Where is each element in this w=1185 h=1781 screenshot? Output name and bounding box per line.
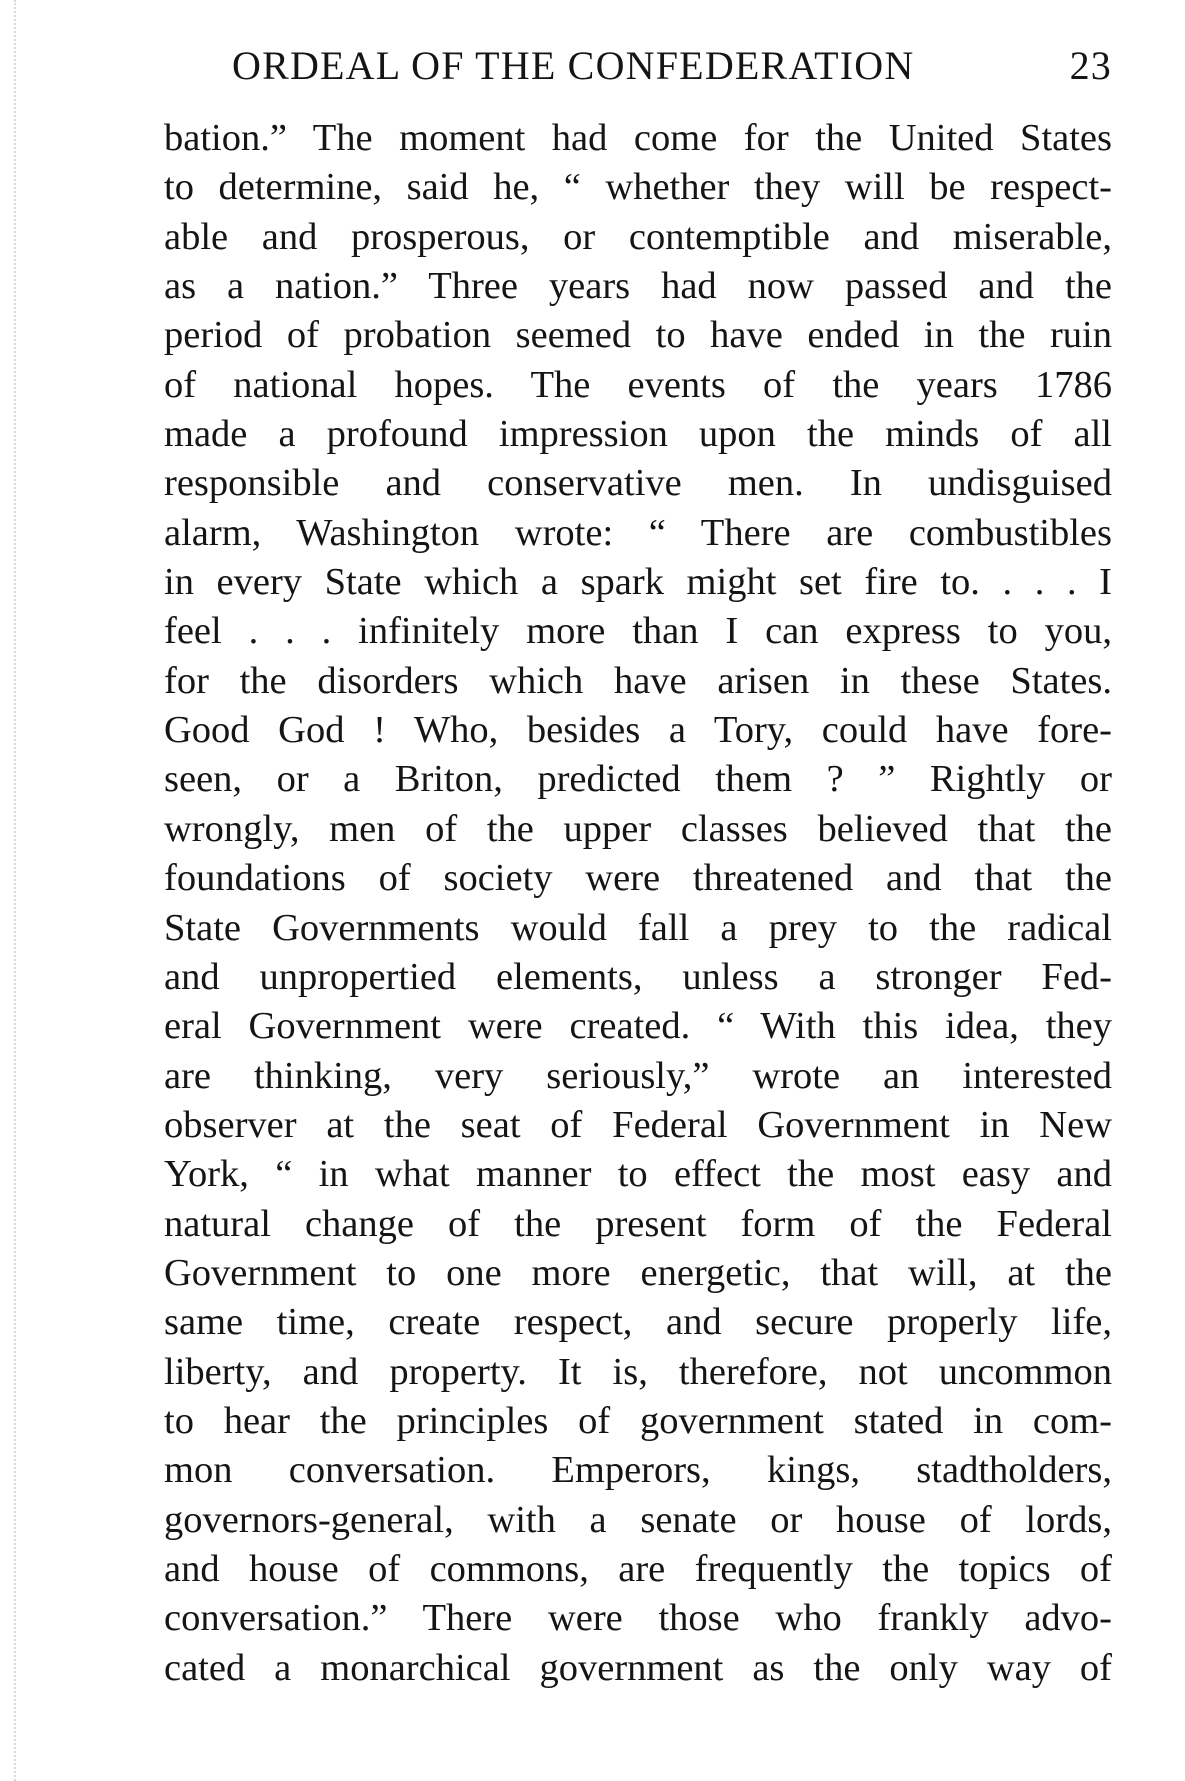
text-line: bation.” The moment had come for the United States xyxy=(164,117,1112,159)
text-line: conversation.” There were those who frankly advo- xyxy=(164,1597,1112,1640)
text-line: as a nation.” Three years had now passed and the xyxy=(164,265,1112,308)
text-line: same time, create respect, and secure properly life, xyxy=(164,1301,1112,1344)
text-line: natural change of the present form of the Federal xyxy=(164,1202,1112,1245)
page-gutter-edge xyxy=(0,0,16,1781)
text-line: to determine, said he, “ whether they will be respect- xyxy=(164,166,1112,209)
text-line: observer at the seat of Federal Government in New xyxy=(164,1103,1112,1146)
text-line: State Governments would fall a prey to the radical xyxy=(164,906,1112,949)
text-line: Government to one more energetic, that will, at the xyxy=(164,1251,1112,1294)
text-line: eral Government were created. “ With this idea, they xyxy=(164,1005,1112,1048)
text-line: and unpropertied elements, unless a stronger Fed- xyxy=(164,955,1112,998)
text-line: liberty, and property. It is, therefore, not uncommon xyxy=(164,1350,1112,1393)
text-line: wrongly, men of the upper classes believed that the xyxy=(164,807,1112,850)
text-line: governors-general, with a senate or house of lords, xyxy=(164,1498,1112,1541)
text-line: feel . . . infinitely more than I can express to you, xyxy=(164,610,1112,653)
text-line: period of probation seemed to have ended in the ruin xyxy=(164,314,1112,357)
text-line: in every State which a spark might set fire to. . . . I xyxy=(164,561,1112,604)
text-line: able and prosperous, or contemptible and miserable, xyxy=(164,215,1112,258)
text-line: of national hopes. The events of the years 1786 xyxy=(164,363,1112,406)
text-line: are thinking, very seriously,” wrote an interested xyxy=(164,1054,1112,1097)
page-number: 23 xyxy=(1069,43,1112,88)
text-line: cated a monarchical government as the only way of xyxy=(164,1646,1112,1689)
text-line: Good God ! Who, besides a Tory, could have fore- xyxy=(164,709,1112,752)
text-line: to hear the principles of government stated in com- xyxy=(164,1399,1112,1442)
text-line: responsible and conservative men. In undisguised xyxy=(164,462,1112,505)
text-line: made a profound impression upon the minds of all xyxy=(164,413,1112,456)
text-line: seen, or a Briton, predicted them ? ” Rightly or xyxy=(164,758,1112,801)
text-line: foundations of society were threatened and that the xyxy=(164,857,1112,900)
running-title: ORDEAL OF THE CONFEDERATION xyxy=(232,43,915,88)
text-line: alarm, Washington wrote: “ There are combustibles xyxy=(164,511,1112,554)
body-text xyxy=(164,114,1112,1693)
text-line: York, “ in what manner to effect the most easy and xyxy=(164,1153,1112,1196)
running-head xyxy=(232,42,1112,102)
text-line: for the disorders which have arisen in these States. xyxy=(164,659,1112,702)
text-line: and house of commons, are frequently the topics of xyxy=(164,1547,1112,1590)
text-line: mon conversation. Emperors, kings, stadtholders, xyxy=(164,1449,1112,1492)
